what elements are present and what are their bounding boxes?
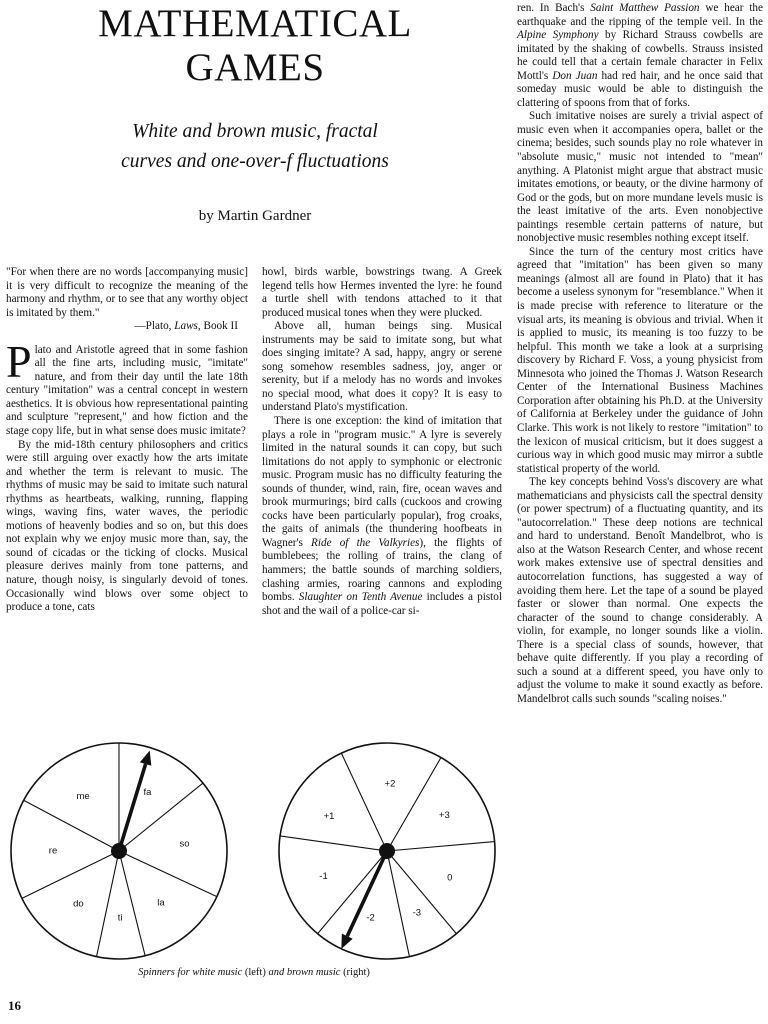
white-spinner-divider	[97, 851, 119, 957]
caption-part: (right)	[340, 967, 370, 978]
brown-spinner-divider	[384, 757, 441, 851]
work-title: Don Juan	[552, 69, 598, 82]
paragraph-text: we hear the earthquake and the ripping of the temple veil. In the	[517, 2, 763, 28]
column-3	[517, 2, 763, 706]
epigraph-attr-prefix: —Plato,	[134, 320, 175, 333]
white-spinner-label: la	[157, 897, 165, 909]
title-line-1: MATHEMATICAL	[98, 2, 412, 45]
brown-spinner-divider	[341, 753, 387, 851]
subtitle-line-2: curves and one-over-f fluctuations	[121, 151, 389, 172]
white-spinner-divider	[119, 851, 145, 956]
subtitle-line-1: White and brown music, fractal	[132, 121, 378, 142]
byline: by Martin Gardner	[198, 208, 312, 224]
brown-spinner-label: -3	[412, 907, 422, 919]
paragraph	[517, 2, 763, 110]
brown-spinner-label: +1	[323, 810, 335, 822]
work-title: Alpine Symphony	[517, 29, 599, 42]
spinners-figure	[4, 728, 504, 968]
white-spinner-pointer-head	[140, 751, 151, 766]
white-spinner-label: fa	[143, 786, 152, 798]
epigraph-attribution	[6, 320, 248, 334]
paragraph: The key concepts behind Voss's discovery are what mathematicians and physicists call the spectral density (or power spectrum) of a fluctuating quantity, and its "autocorrelation." These deep notions are technical and hard to understand. Benoît Mandelbrot, who is also at the Watson Research Center, and whose recent work makes extensive use of spectral densities and autocorrelation functions, has suggested a way of avoiding them here. Let the tape of a sound be played faster or slower than normal. One expects the character of the sound to change considerably. A violin, for example, no longer sounds like a violin. There is a special class of sounds, however, that behave quite differently. If you play a recording of such a sound at a different speed, you have only to adjust the volume to make it sound exactly as before. Mandelbrot calls such sounds "scaling noises."	[517, 476, 763, 705]
brown-spinner-label: -1	[319, 870, 328, 882]
paragraph-text: lato and Aristotle agreed that in some fashion all the fine arts, including music, "imitate" nature, and from their day until the late 18th century "imitation" was a central concept in western aesthetics. It is obvious how representational painting and sculpture "represent," and how fiction and the stage copy life, but in what sense does music imitate?	[6, 343, 248, 438]
paragraph: Such imitative noises are surely a trivial aspect of music even when it accompanies opera, ballet or the cinema; besides, such sounds play no role whatever in "absolute music," music not intended to "mean" anything. A Platonist might argue that abstract music imitates emotions, or beauty, or the divine harmony of God or the gods, but on more mundane levels music is the least imitative of the arts. Even nonobjective paintings resemble certain patterns of nature, but nonobjective music resembles nothing except itself.	[517, 110, 763, 245]
white-music-spinner	[11, 743, 227, 959]
paragraph-text: ren. In Bach's	[517, 2, 591, 14]
brown-spinner-divider	[280, 836, 387, 851]
paragraph	[262, 415, 502, 618]
paragraph-text: by Richard Strauss cowbells are imitated by the shaking of cowbells. Strauss insisted he could tell that a certain female character in Felix Mottl's	[517, 29, 763, 82]
brown-spinner-label: 0	[447, 872, 453, 884]
paragraph: Above all, human beings sing. Musical instruments may be said to imitate song, but what does singing imitate? A sad, happy, angry or serene song somehow resembles sadness, joy, anger or serenity, but if a melody has no words and invokes no special mood, what does it copy? It is easy to understand Plato's mystification.	[262, 320, 502, 414]
white-spinner-hub	[111, 843, 127, 859]
drop-cap: P	[6, 335, 32, 387]
white-spinner-divider	[119, 783, 203, 851]
work-title: Slaughter on Tenth Avenue	[298, 591, 423, 604]
article-subtitle	[60, 117, 450, 177]
brown-spinner-label: -2	[366, 912, 375, 924]
brown-spinner-hub	[379, 843, 395, 859]
epigraph-attr-suffix: , Book II	[197, 320, 238, 333]
epigraph	[6, 266, 248, 334]
paragraph	[6, 335, 248, 439]
page-number: 16	[8, 998, 21, 1013]
brown-spinner-label: +3	[438, 809, 450, 821]
white-spinner-label: ti	[117, 912, 123, 924]
brown-spinner-label: +2	[384, 778, 396, 790]
paragraph-text: ), the flights of bumblebees; the rolling of trains, the clang of hammers; the battle sounds of marching soldiers, clashing armies, roaring cannons and exploding bombs.	[262, 536, 502, 604]
brown-spinner-divider	[387, 851, 456, 934]
paragraph: By the mid-18th century philosophers and critics were still arguing over exactly how the arts imitate and whether the term is relevant to music. The rhythms of music may be said to imitate such natural rhythms as heartbeats, walking, running, flapping wings, waving fins, water waves, the periodic motions of heavenly bodies and so on, but this does not explain why we enjoy music more than, say, the sound of cicadas or the ticking of clocks. Musical pleasure derives mainly from tone patterns, and nature, though noisy, is singularly devoid of tones. Occasionally wind blows over some object to produce a tone, cats	[6, 438, 248, 614]
title-line-2: GAMES	[185, 46, 325, 89]
paragraph: howl, birds warble, bowstrings twang. A Greek legend tells how Hermes invented the lyre: he found a turtle shell with tendons attached to it that produced musical tones when they were plucked.	[262, 266, 502, 319]
paragraph-text: includes a pistol shot and the wail of a police-car si-	[262, 591, 502, 617]
epigraph-quote: "For when there are no words [accompanying music] it is very difficult to recognize the meaning of the harmony and rhythm, or to see that any worthy object is imitated by them."	[6, 266, 248, 319]
epigraph-attr-work: Laws	[174, 320, 198, 333]
caption-part: and brown music	[268, 967, 341, 978]
paragraph-text: had red hair, and he once said that someday music would be able to distinguish the clattering of spoons from that of forks.	[517, 69, 763, 109]
column-1	[6, 266, 248, 615]
caption-part: (left)	[242, 967, 269, 978]
white-spinner-pointer	[119, 764, 146, 851]
work-title: Ride of the Valkyries	[311, 536, 420, 549]
paragraph-text: There is one exception: the kind of imitation that plays a role in "program music." A lyre is severely limited in the natural sounds it can copy, but such limitations do not apply to symphonic or electronic music. Program music has no difficulty featuring the sounds of thunder, wind, rain, fire, ocean waves and brook murmurings; bird calls (cuckoos and crowing cocks have been particularly popular), frog croaks, the gaits of animals (the thundering hoofbeats in Wagner's	[262, 415, 502, 549]
caption-part: Spinners for white music	[138, 967, 243, 978]
white-spinner-divider	[24, 800, 119, 851]
white-spinner-label: so	[179, 838, 190, 850]
white-spinner-label: re	[48, 845, 58, 857]
work-title: Saint Matthew Passion	[590, 2, 700, 14]
brown-spinner-divider	[387, 851, 409, 957]
brown-spinner-divider	[387, 842, 495, 851]
white-spinner-label: do	[73, 898, 84, 910]
white-spinner-divider	[119, 851, 217, 897]
figure-caption	[4, 967, 504, 978]
column-2	[262, 266, 502, 618]
white-spinner-label: me	[76, 791, 90, 803]
article-title	[60, 2, 450, 90]
paragraph: Since the turn of the century most critics have agreed that "imitation" has been given so many meanings (almost all are found in Plato) that it has become a useless synonym for "resemblance." When it is made precise with reference to literature or the visual arts, its meaning is obvious and trivial. When it is applied to music, its meaning is too fuzzy to be helpful. This month we take a look at a surprising discovery by Richard F. Voss, a young physicist from Minnesota who joined the Thomas J. Watson Research Center of the International Business Machines Corporation after obtaining his Ph.D. at the University of California at Berkeley under the guidance of John Clarke. This work is not likely to restore "imitation" to the lexicon of musical criticism, but it does suggest a curious way in which good music may mirror a subtle statistical property of the world.	[517, 245, 763, 475]
spinners-illustration	[4, 728, 504, 968]
brown-music-spinner	[279, 743, 495, 959]
white-spinner-divider	[22, 851, 119, 898]
